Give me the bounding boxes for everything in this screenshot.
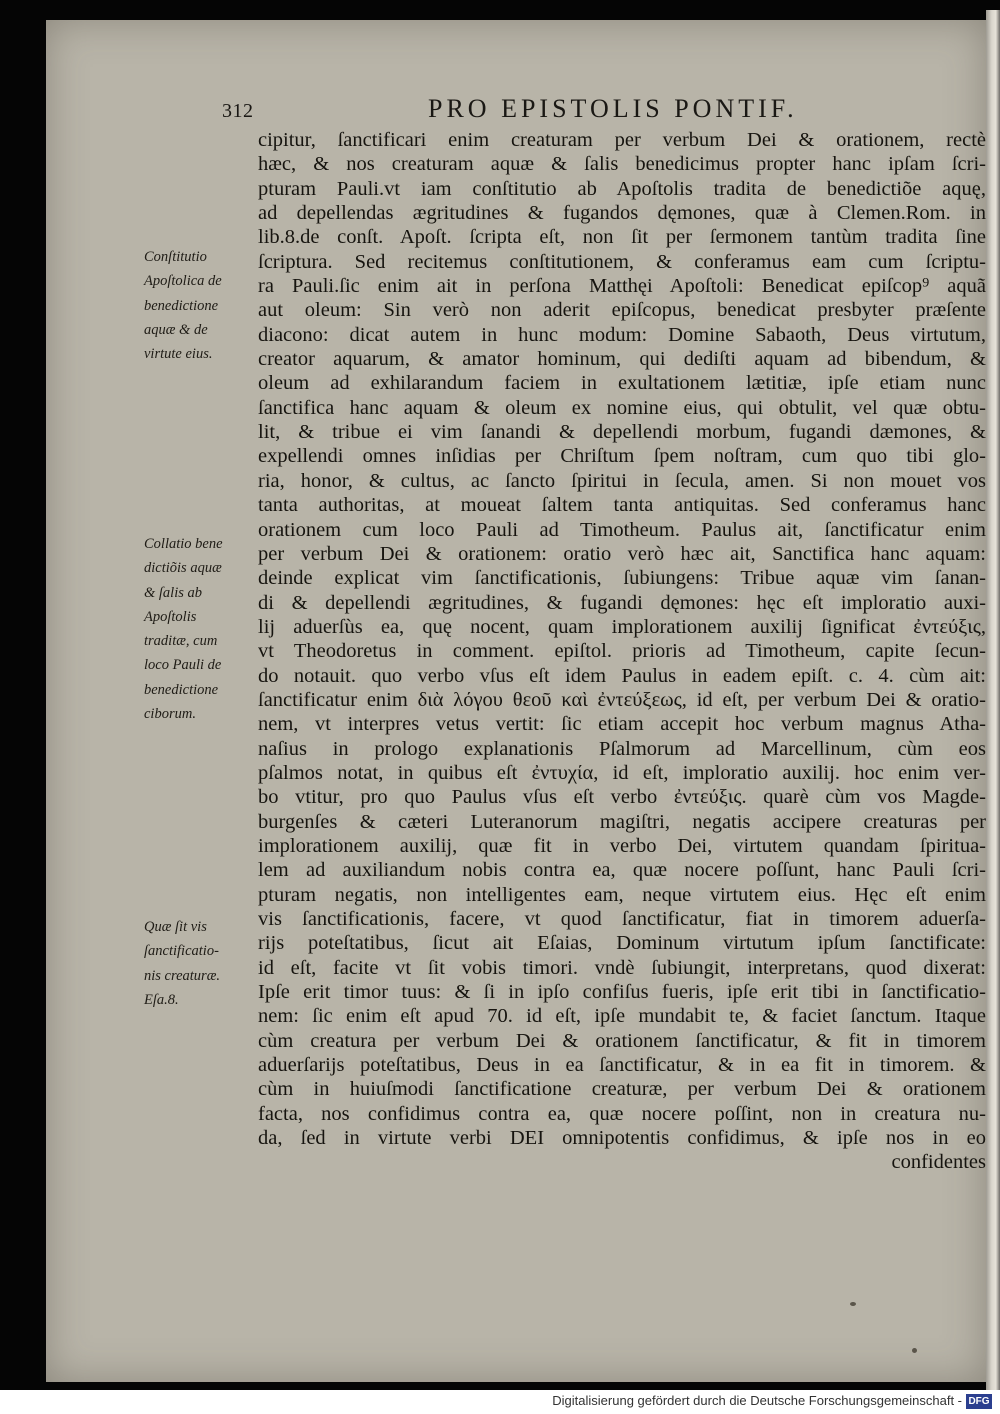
marginal-note-line: dictiõis aquæ [144, 560, 222, 577]
marginal-note-line: Collatio bene [144, 536, 223, 552]
marginal-note-line: nis creaturæ. [144, 967, 220, 984]
text-line: lib.8.de conſt. Apoſt. ſcripta eſt, non ſit per ſermonem tantùm tradita ſine [258, 226, 986, 249]
text-line: cipitur, ſanctificari enim creaturam per verbum Dei & orationem, rectè [258, 129, 986, 151]
text-line: rijs poteſtatibus, ſicut ait Eſaias, Dominum virtutum ipſum ſanctificate: [258, 932, 986, 955]
text-line: creator aquarum, & amator hominum, qui dediſti aquam ad bibendum, & [258, 348, 986, 371]
marginal-note-line: traditæ, cum [144, 633, 218, 650]
text-line: ria, honor, & cultus, ac ſancto ſpiritui in ſecula, amen. Si non mouet vos [258, 469, 986, 492]
text-line: id eſt, facite vt ſit vobis timori. vndè ſubiungit, interpretans, quod dixerat: [258, 956, 986, 979]
text-line: expellendi omnes inſidias per Chriſtum ſpem noſtram, cum quo tibi glo- [258, 445, 986, 468]
text-line: ad depellendas ægritudines & fugandos dęmones, quæ à Clemen.Rom. in [258, 202, 986, 225]
text-line: aut oleum: Sin verò non aderit epiſcopus, benedicat presbyter præſente [258, 299, 986, 322]
text-line: diacono: dicat autem in hunc modum: Domine Sabaoth, Deus virtutum, [258, 323, 986, 346]
text-line: cùm creatura per verbum Dei & orationem ſanctificatur, & fit in timorem [258, 1029, 986, 1052]
text-line: hæc, & nos creaturam aquæ & ſalis benedicimus propter hanc ipſam ſcri- [258, 153, 986, 176]
text-line: bo vtitur, pro quo Paulus vſus eſt verbo ἐντεύξις. quarè cùm vos Magde- [258, 786, 986, 809]
text-line: aduerſarijs poteſtatibus, Deus in ea ſanctificatur, & in ea fit in timorem. & [258, 1054, 986, 1077]
marginal-note-line: virtute eius. [144, 346, 213, 363]
text-line: pturam Pauli.vt iam conſtitutio ab Apoſtolis tradita de benedictiõe aquę, [258, 177, 986, 200]
marginal-note-line: loco Pauli de [144, 657, 222, 674]
text-line: pſalmos notat, in quibus eſt ἐντυχία, id eſt, imploratio auxilij. hoc enim ver- [258, 761, 986, 784]
text-line: confidentes [891, 1151, 986, 1174]
text-line: di & depellendi ægritudines, & fugandi dęmones: hęc eſt imploratio auxi- [258, 591, 986, 614]
marginal-note-line: aquæ & de [144, 321, 208, 338]
text-line: facta, nos confidimus contra ea, quæ nocere poſſint, non in creatura nu- [258, 1102, 986, 1125]
text-line: nem: ſic enim eſt apud 70. id eſt, ipſe mundabit te, & faciet ſanctum. Itaque [258, 1005, 986, 1028]
text-line: ra Pauli.ſic enim ait in perſona Matthęi Apoſtoli: Benedicat epiſcop⁹ aquã [258, 275, 986, 298]
text-line: per verbum Dei & orationem: oratio verò hæc ait, Sanctifica hanc aquam: [258, 542, 986, 565]
text-line: vis ſanctificationis, facere, vt quod ſanctificatur, fiat in timorem aduerſa- [258, 908, 986, 930]
page-title: PRO EPISTOLIS PONTIF. [428, 94, 798, 123]
marginal-note-line: benedictione [144, 297, 219, 314]
running-head [0, 94, 1000, 124]
marginal-note-line: ſanctificatio- [144, 943, 219, 960]
text-line: oleum ad exhilarandum faciem in exultationem lætitiæ, ipſe etiam nunc [258, 372, 986, 395]
text-line: cùm in huiuſmodi ſanctificatione creaturæ, per verbum Dei & orationem [258, 1078, 986, 1101]
text-line: lem ad auxiliandum nobis contra ea, quæ nocere poſſunt, hanc Pauli ſcri- [258, 859, 986, 882]
body-text [258, 128, 986, 1175]
marginal-note-line: Apoſtolica de [144, 273, 222, 290]
text-line: burgenſes & cæteri Luteranorum magiſtri, negatis accipere creaturas per [258, 810, 986, 833]
marginal-note-line: Eſa.8. [144, 991, 179, 1008]
dfg-logo-icon: DFG [966, 1394, 992, 1409]
text-line: lij aduerſùs ea, quę nocent, quam implorationem auxilij ſignificat ἐντεύξις, [258, 615, 986, 638]
text-line: Ipſe erit timor tuus: & ſi in ipſo confiſus fueris, ipſe erit tibi in ſanctificatio- [258, 981, 986, 1004]
text-line: do notauit. quo verbo vſus eſt idem Paulus in eadem epiſt. c. 4. cùm ait: [258, 664, 986, 687]
text-line: ſcriptura. Sed recitemus conſtitutionem, & conferamus eam cum ſcriptu- [258, 250, 986, 273]
marginal-note-line: Apoſtolis [144, 608, 197, 625]
text-line: ſanctificatur enim διὰ λόγου θεοῦ καὶ ἐντεύξεως, id eſt, per verbum Dei & oratio- [258, 688, 986, 711]
marginal-note-line: benedictione [144, 681, 219, 698]
marginal-note-line: Quæ ſit vis [144, 919, 207, 935]
text-line: nem, vt interpres vetus vertit: ſic etiam accepit hoc verbum magnus Atha- [258, 713, 986, 736]
page-number: 312 [222, 100, 254, 122]
text-line: da, ſed in virtute verbi DEI omnipotentis confidimus, & ipſe nos in eo [258, 1127, 986, 1150]
text-line: pturam negatis, non intelligentes eam, neque virtutem eius. Hęc eſt enim [258, 883, 986, 906]
marginal-note [144, 915, 256, 1012]
marginal-note-line: & ſalis ab [144, 584, 203, 601]
paper-speck [850, 1302, 856, 1306]
paper-speck [912, 1348, 917, 1353]
text-line: naſius in prologo explanationis Pſalmorum ad Marcellinum, cùm eos [258, 737, 986, 760]
footer-credit: Digitalisierung gefördert durch die Deutsche Forschungsgemeinschaft - [552, 1393, 962, 1408]
text-line: lit, & tribue ei vim ſanandi & depellendi morbum, fugandi dæmones, & [258, 421, 986, 444]
text-line: implorationem auxilij, quæ fit in verbo Dei, virtutem quandam ſpiritua- [258, 834, 986, 857]
marginal-note [144, 532, 256, 726]
text-line: orationem cum loco Pauli ad Timotheum. Paulus ait, ſanctificatur enim [258, 518, 986, 541]
marginal-note [144, 245, 256, 366]
footer-bar [0, 1390, 1000, 1414]
text-line: vt Theodoretus in comment. epiſtol. prioris ad Timotheum, capite ſecun- [258, 640, 986, 663]
text-line: deinde explicat vim ſanctificationis, ſubiungens: Tribue aquæ vim ſanan- [258, 567, 986, 590]
text-line: ſanctifica hanc aquam & oleum ex nomine eius, qui obtulit, vel quæ obtu- [258, 396, 986, 419]
text-line: tanta authoritas, at moueat ſaltem tanta antiquitas. Sed conferamus hanc [258, 494, 986, 517]
marginal-note-line: Conſtitutio [144, 249, 207, 265]
page-edge [986, 10, 1000, 1390]
marginal-note-line: ciborum. [144, 706, 196, 723]
